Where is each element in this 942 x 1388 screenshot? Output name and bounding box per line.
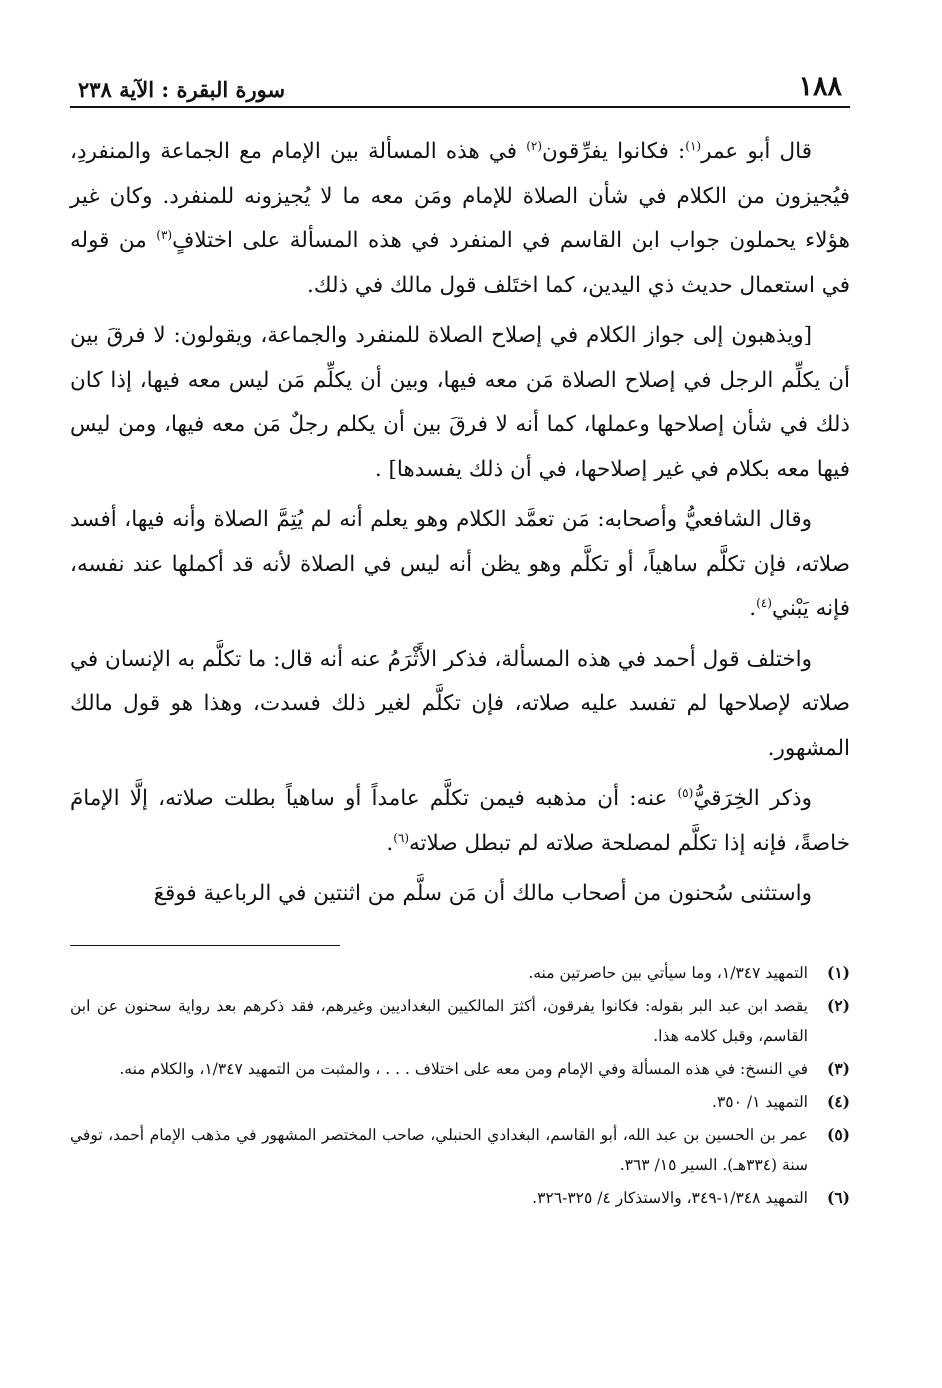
main-text (70, 130, 850, 917)
paragraph: وقال الشافعيُّ وأصحابه: مَن تعمَّد الكلام وهو يعلم أنه لم يُتِمَّ الصلاة وأنه فيها، أفسد صلاته، فإن تكلَّم ساهياً، أو تكلَّم وهو يظن أنه ليس في الصلاة لأنه قد أكملها عند نفسه، فإنه يَبْني$^{(٤)}$. (70, 507, 850, 621)
footnote (70, 1087, 850, 1117)
footnote-text: عمر بن الحسين بن عبد الله، أبو القاسم، البغدادي الحنبلي، صاحب المختصر المشهور في مذهب الإمام أحمد، توفي سنة (٣٣٤هـ). السير ١٥/ ٣٦٣. (70, 1125, 808, 1174)
footnote-separator (70, 945, 340, 946)
page-number: ١٨٨ (798, 71, 842, 102)
footnote-text: يقصد ابن عبد البر بقوله: فكانوا يفرقون، أكثرَ المالكيين البغداديين وغيرهم، فقد ذكرهم بعد رواية سحنون عن ابن القاسم، وقبل كلامه هذا. (70, 996, 808, 1045)
paragraph: واستثنى سُحنون من أصحاب مالك أن مَن سلَّم من اثنتين في الرباعية فوقعَ (153, 881, 812, 906)
footnote-text: التمهيد ١/٣٤٨-٣٤٩، والاستذكار ٤/ ٣٢٥-٣٢٦. (532, 1188, 808, 1207)
footnote-number: (١) (826, 962, 850, 982)
footnote-number: (٤) (826, 1091, 850, 1111)
footnote-text: التمهيد ١/ ٣٥٠. (712, 1092, 808, 1111)
footnote (70, 1054, 850, 1084)
footnote-ref[interactable]: (٥) (677, 785, 694, 800)
footnotes (70, 958, 850, 1213)
footnote-ref[interactable]: (٤) (756, 595, 772, 610)
running-title: سورة البقرة : الآية ٢٣٨ (78, 77, 286, 102)
footnote-text: في النسخ: في هذه المسألة وفي الإمام ومن معه على اختلاف . . . ، والمثبت من التمهيد ١/٣٤٧، والكلام منه. (119, 1059, 808, 1078)
paragraph: قال أبو عمر$^{(١)}$: فكانوا يفرِّقون$^{(٢)}$ في هذه المسألة بين الإمام مع الجماعة والمنفردِ، فيُجيزون من الكلام في شأن الصلاة للإمام ومَن معه ما لا يُجيزونه للمنفرد. وكان غير هؤلاء يحملون جواب ابن القاسم في المنفرد في هذه المسألة على اختلافٍ$^{(٣)}$ من قوله في استعمال حديث ذي اليدين، كما اختَلف قول مالك في ذلك. (70, 138, 850, 298)
footnote-number: (٣) (826, 1058, 850, 1078)
footnote-ref[interactable]: (١) (685, 138, 702, 153)
page-header (70, 58, 850, 108)
footnote (70, 1183, 850, 1213)
footnote-ref[interactable]: (٦) (393, 830, 410, 845)
footnote-ref[interactable]: (٣) (156, 227, 173, 242)
footnote (70, 991, 850, 1051)
paragraph: [ويذهبون إلى جواز الكلام في إصلاح الصلاة للمنفرد والجماعة، ويقولون: لا فرقَ بين أن يكلِّم الرجل في إصلاح الصلاة مَن معه فيها، وبين أن يكلِّم مَن ليس معه فيها، إذا كان ذلك في شأن إصلاحها وعملها، كما أنه لا فرقَ بين أن يكلم رجلٌ مَن معه فيها، ومن ليس فيها معه بكلام في غير إصلاحها، في أن ذلك يفسدها] . (70, 323, 850, 482)
footnote (70, 958, 850, 988)
footnote-number: (٢) (826, 995, 850, 1015)
footnote-text: التمهيد ١/٣٤٧، وما سيأتي بين حاصرتين منه. (528, 963, 808, 982)
paragraph: واختلف قول أحمد في هذه المسألة، فذكر الأَثْرَمُ عنه أنه قال: ما تكلَّم به الإنسان في صلاته لإصلاحها لم تفسد عليه صلاته، فإن تكلَّم لغير ذلك فسدت، وهذا هو قول مالك المشهور. (70, 646, 850, 761)
paragraph: وذكر الخِرَقيُّ$^{(٥)}$ عنه: أن مذهبه فيمن تكلَّم عامداً أو ساهياً بطلت صلاته، إلَّا الإمامَ خاصةً، فإنه إذا تكلَّم لمصلحة صلاته لم تبطل صلاته$^{(٦)}$. (70, 785, 850, 856)
footnote-number: (٦) (826, 1187, 850, 1207)
footnote-ref[interactable]: (٢) (526, 138, 543, 153)
book-page (70, 58, 850, 1358)
footnote (70, 1120, 850, 1180)
footnote-number: (٥) (826, 1124, 850, 1144)
